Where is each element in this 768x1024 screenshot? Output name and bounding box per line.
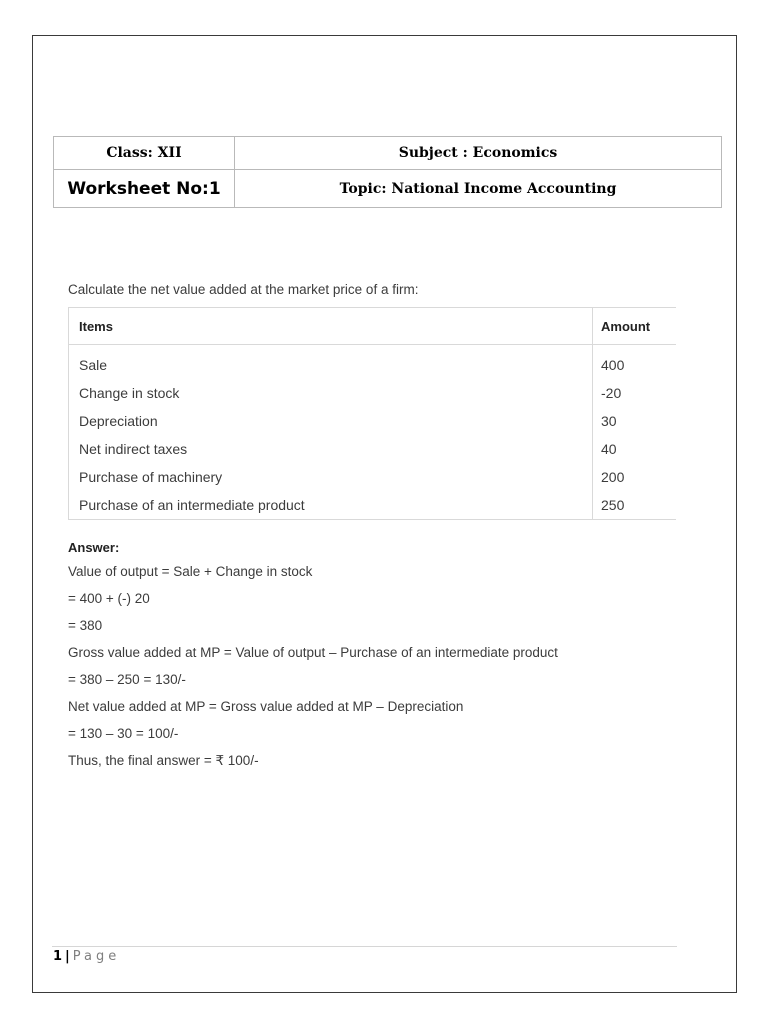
item-cell: Depreciation <box>69 407 593 435</box>
answer-line: Value of output = Sale + Change in stock <box>68 564 313 579</box>
footer-divider <box>52 946 677 947</box>
final-answer-line: Thus, the final answer = ₹ 100/- <box>68 753 259 768</box>
answer-line: Net value added at MP = Gross value added at MP – Depreciation <box>68 699 464 714</box>
item-cell: Change in stock <box>69 379 593 407</box>
item-cell: Purchase of machinery <box>69 463 593 491</box>
answer-line: = 130 – 30 = 100/- <box>68 726 179 741</box>
answer-section <box>68 538 688 774</box>
table-row <box>69 463 677 491</box>
amount-cell: 200 <box>593 463 677 491</box>
column-header-amount: Amount <box>593 308 677 345</box>
table-row <box>69 345 677 380</box>
amount-cell: 40 <box>593 435 677 463</box>
header-row <box>54 170 722 208</box>
answer-line: = 380 <box>68 618 103 633</box>
answer-label: Answer: <box>68 540 120 555</box>
column-header-items: Items <box>69 308 593 345</box>
table-row <box>69 379 677 407</box>
header-row <box>54 137 722 170</box>
item-cell: Sale <box>69 345 593 380</box>
page-word: Page <box>72 949 121 964</box>
answer-line: Gross value added at MP = Value of output – Purchase of an intermediate product <box>68 645 558 660</box>
page-footer <box>53 948 120 966</box>
header-table <box>53 136 722 208</box>
amount-cell: -20 <box>593 379 677 407</box>
page-number: 1 <box>53 949 63 964</box>
subject-label: Subject : Economics <box>235 137 722 170</box>
amount-cell: 30 <box>593 407 677 435</box>
amount-cell: 250 <box>593 491 677 520</box>
item-cell: Net indirect taxes <box>69 435 593 463</box>
table-row <box>69 407 677 435</box>
question-text: Calculate the net value added at the market price of a firm: <box>68 282 419 297</box>
worksheet-label: Worksheet No:1 <box>54 170 235 208</box>
item-cell: Purchase of an intermediate product <box>69 491 593 520</box>
class-label: Class: XII <box>54 137 235 170</box>
answer-line: = 400 + (-) 20 <box>68 591 150 606</box>
items-table <box>68 307 676 520</box>
table-row <box>69 491 677 520</box>
table-header-row <box>69 308 677 345</box>
topic-label: Topic: National Income Accounting <box>235 170 722 208</box>
answer-line: = 380 – 250 = 130/- <box>68 672 186 687</box>
amount-cell: 400 <box>593 345 677 380</box>
footer-separator: | <box>65 949 70 964</box>
table-row <box>69 435 677 463</box>
